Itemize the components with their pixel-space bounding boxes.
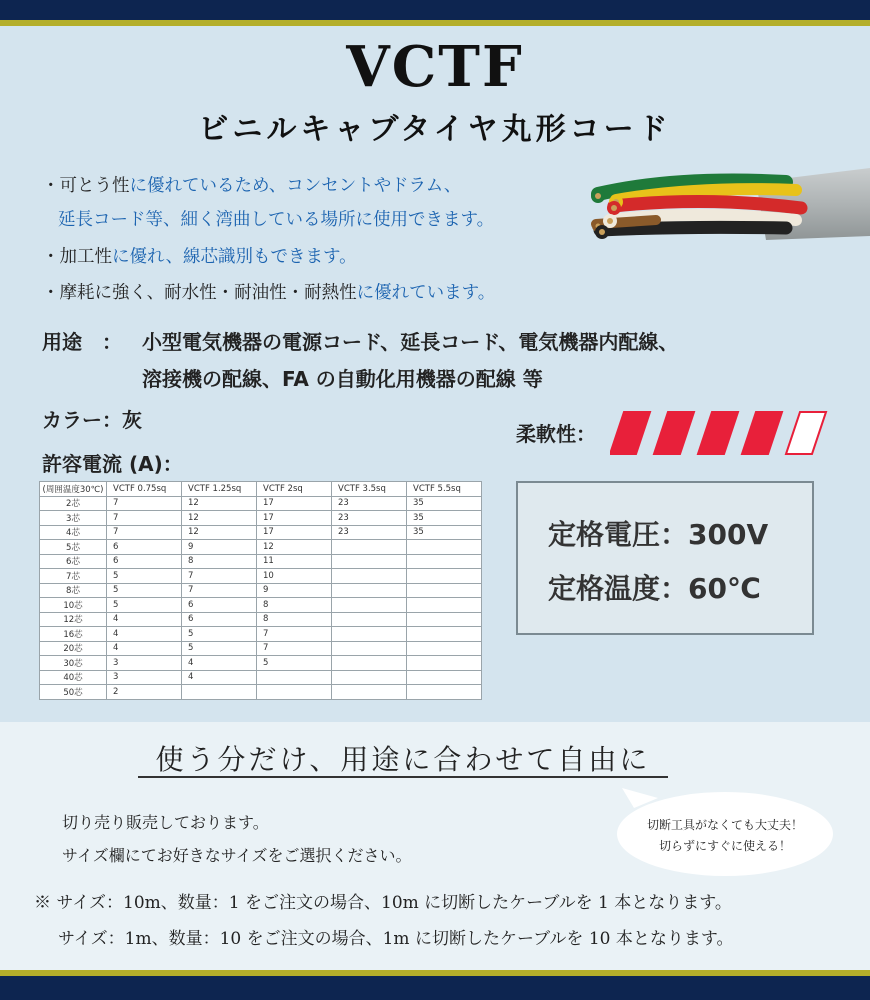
table-row bbox=[40, 656, 482, 671]
bubble-line-1: 切断工具がなくても大丈夫！ bbox=[646, 818, 803, 832]
current-value-cell: 12 bbox=[182, 511, 257, 526]
table-header-cell: VCTF 1.25sq bbox=[182, 482, 257, 497]
current-value-cell bbox=[332, 656, 407, 671]
current-value-cell: 8 bbox=[182, 554, 257, 569]
current-value-cell: 17 bbox=[257, 525, 332, 540]
current-value-cell bbox=[332, 554, 407, 569]
current-value-cell bbox=[407, 627, 482, 642]
current-value-cell bbox=[332, 627, 407, 642]
core-count-cell: 12芯 bbox=[40, 612, 107, 627]
current-value-cell: 5 bbox=[257, 656, 332, 671]
current-value-cell: 6 bbox=[107, 554, 182, 569]
core-count-cell: 6芯 bbox=[40, 554, 107, 569]
current-value-cell bbox=[332, 670, 407, 685]
current-value-cell: 4 bbox=[107, 641, 182, 656]
current-value-cell: 9 bbox=[257, 583, 332, 598]
current-value-cell: 10 bbox=[257, 569, 332, 584]
core-count-cell: 5芯 bbox=[40, 540, 107, 555]
table-row bbox=[40, 641, 482, 656]
table-row bbox=[40, 569, 482, 584]
product-title: VCTF bbox=[346, 34, 524, 100]
flex-bar-filled bbox=[742, 412, 782, 454]
current-value-cell: 7 bbox=[182, 569, 257, 584]
current-value-cell: 3 bbox=[107, 656, 182, 671]
current-value-cell: 17 bbox=[257, 511, 332, 526]
table-header-cell: VCTF 2sq bbox=[257, 482, 332, 497]
current-value-cell: 9 bbox=[182, 540, 257, 555]
current-value-cell: 6 bbox=[182, 612, 257, 627]
rated-voltage: 定格電圧：300V bbox=[548, 518, 769, 551]
table-row bbox=[40, 583, 482, 598]
core-count-cell: 2芯 bbox=[40, 496, 107, 511]
current-value-cell bbox=[332, 641, 407, 656]
table-row bbox=[40, 554, 482, 569]
current-value-cell: 4 bbox=[182, 656, 257, 671]
allowable-current-table bbox=[39, 481, 482, 700]
current-value-cell bbox=[407, 540, 482, 555]
current-value-cell: 7 bbox=[107, 496, 182, 511]
allowable-current-label: 許容電流 (A)： bbox=[42, 452, 183, 476]
current-value-cell: 6 bbox=[182, 598, 257, 613]
flex-bar-filled bbox=[698, 412, 738, 454]
color-spec: カラー：灰 bbox=[42, 408, 142, 432]
current-value-cell: 3 bbox=[107, 670, 182, 685]
core-count-cell: 3芯 bbox=[40, 511, 107, 526]
flex-bar-filled bbox=[610, 412, 650, 454]
flexibility-label: 柔軟性： bbox=[516, 422, 596, 446]
current-value-cell bbox=[257, 670, 332, 685]
current-value-cell bbox=[332, 612, 407, 627]
core-count-cell: 40芯 bbox=[40, 670, 107, 685]
current-value-cell: 5 bbox=[182, 641, 257, 656]
current-value-cell: 35 bbox=[407, 525, 482, 540]
current-value-cell: 17 bbox=[257, 496, 332, 511]
current-value-cell: 6 bbox=[107, 540, 182, 555]
usage-line-1: 小型電気機器の電源コード、延長コード、電気機器内配線、 bbox=[142, 330, 679, 354]
current-value-cell: 5 bbox=[182, 627, 257, 642]
core-count-cell: 8芯 bbox=[40, 583, 107, 598]
table-header-cell: VCTF 5.5sq bbox=[407, 482, 482, 497]
current-value-cell: 7 bbox=[107, 511, 182, 526]
core-count-cell: 16芯 bbox=[40, 627, 107, 642]
usage-line-2: 溶接機の配線、FA の自動化用機器の配線 等 bbox=[142, 367, 543, 391]
current-value-cell: 11 bbox=[257, 554, 332, 569]
current-value-cell: 12 bbox=[182, 496, 257, 511]
table-row bbox=[40, 685, 482, 700]
table-row bbox=[40, 511, 482, 526]
rating-box bbox=[516, 481, 814, 635]
order-note-1: ※ サイズ：10m、数量：1 をご注文の場合、10m に切断したケーブルを 1 本となります。 bbox=[34, 893, 732, 913]
current-value-cell bbox=[407, 583, 482, 598]
slogan-underline bbox=[138, 776, 668, 778]
core-count-cell: 50芯 bbox=[40, 685, 107, 700]
core-count-cell: 7芯 bbox=[40, 569, 107, 584]
current-value-cell bbox=[407, 569, 482, 584]
core-count-cell: 4芯 bbox=[40, 525, 107, 540]
bubble-line-2: 切らずにすぐに使える！ bbox=[658, 839, 791, 853]
current-value-cell: 7 bbox=[257, 641, 332, 656]
current-value-cell: 12 bbox=[257, 540, 332, 555]
slogan-heading: 使う分だけ、用途に合わせて自由に bbox=[155, 743, 651, 776]
current-value-cell: 35 bbox=[407, 511, 482, 526]
current-value-cell: 5 bbox=[107, 598, 182, 613]
current-value-cell bbox=[407, 670, 482, 685]
cut-sale-line-1: 切り売り販売しております。 bbox=[62, 813, 269, 832]
table-header-cell: VCTF 0.75sq bbox=[107, 482, 182, 497]
current-value-cell: 5 bbox=[107, 569, 182, 584]
current-value-cell bbox=[332, 569, 407, 584]
order-note-2: サイズ：1m、数量：10 をご注文の場合、1m に切断したケーブルを 10 本となります。 bbox=[58, 929, 734, 949]
table-row bbox=[40, 525, 482, 540]
current-value-cell: 23 bbox=[332, 496, 407, 511]
core-count-cell: 10芯 bbox=[40, 598, 107, 613]
current-value-cell: 4 bbox=[182, 670, 257, 685]
table-header-cell: (周囲温度30℃) bbox=[40, 482, 107, 497]
table-header-row bbox=[40, 482, 482, 497]
core-count-cell: 30芯 bbox=[40, 656, 107, 671]
product-subtitle: ビニルキャブタイヤ丸形コード bbox=[198, 112, 672, 147]
current-value-cell: 8 bbox=[257, 612, 332, 627]
current-value-cell: 7 bbox=[257, 627, 332, 642]
current-value-cell bbox=[407, 598, 482, 613]
top-navy-band bbox=[0, 0, 870, 20]
feature-line-2: 延長コード等、細く湾曲している場所に使用できます。 bbox=[58, 210, 495, 230]
feature-line-1: ・可とう性に優れているため、コンセントやドラム、 bbox=[42, 176, 462, 196]
current-value-cell bbox=[332, 685, 407, 700]
current-value-cell: 4 bbox=[107, 627, 182, 642]
table-header-cell: VCTF 3.5sq bbox=[332, 482, 407, 497]
current-value-cell bbox=[407, 554, 482, 569]
current-value-cell bbox=[332, 540, 407, 555]
current-value-cell bbox=[257, 685, 332, 700]
current-value-cell bbox=[332, 583, 407, 598]
current-value-cell: 23 bbox=[332, 525, 407, 540]
current-value-cell bbox=[182, 685, 257, 700]
current-value-cell bbox=[407, 656, 482, 671]
current-value-cell: 5 bbox=[107, 583, 182, 598]
rated-temperature: 定格温度：60℃ bbox=[548, 572, 761, 605]
table-row bbox=[40, 612, 482, 627]
current-value-cell: 23 bbox=[332, 511, 407, 526]
current-value-cell bbox=[407, 612, 482, 627]
table-row bbox=[40, 627, 482, 642]
table-row bbox=[40, 670, 482, 685]
current-value-cell bbox=[407, 685, 482, 700]
current-value-cell: 35 bbox=[407, 496, 482, 511]
current-value-cell bbox=[332, 598, 407, 613]
current-value-cell: 7 bbox=[107, 525, 182, 540]
core-count-cell: 20芯 bbox=[40, 641, 107, 656]
current-value-cell: 4 bbox=[107, 612, 182, 627]
usage-label: 用途 ： bbox=[42, 330, 122, 354]
flex-bar-filled bbox=[654, 412, 694, 454]
table-row bbox=[40, 540, 482, 555]
current-value-cell: 8 bbox=[257, 598, 332, 613]
bottom-navy-band bbox=[0, 976, 870, 1000]
flex-bar-empty bbox=[786, 412, 826, 454]
table-row bbox=[40, 496, 482, 511]
current-value-cell: 12 bbox=[182, 525, 257, 540]
current-value-cell: 2 bbox=[107, 685, 182, 700]
feature-line-4: ・摩耗に強く、耐水性・耐油性・耐熱性に優れています。 bbox=[42, 283, 496, 303]
cut-sale-line-2: サイズ欄にてお好きなサイズをご選択ください。 bbox=[62, 846, 412, 865]
table-row bbox=[40, 598, 482, 613]
current-value-cell: 7 bbox=[182, 583, 257, 598]
cable-illustration bbox=[586, 160, 870, 250]
current-value-cell bbox=[407, 641, 482, 656]
flexibility-rating bbox=[610, 410, 836, 456]
feature-line-3: ・加工性に優れ、線芯識別もできます。 bbox=[42, 247, 357, 267]
